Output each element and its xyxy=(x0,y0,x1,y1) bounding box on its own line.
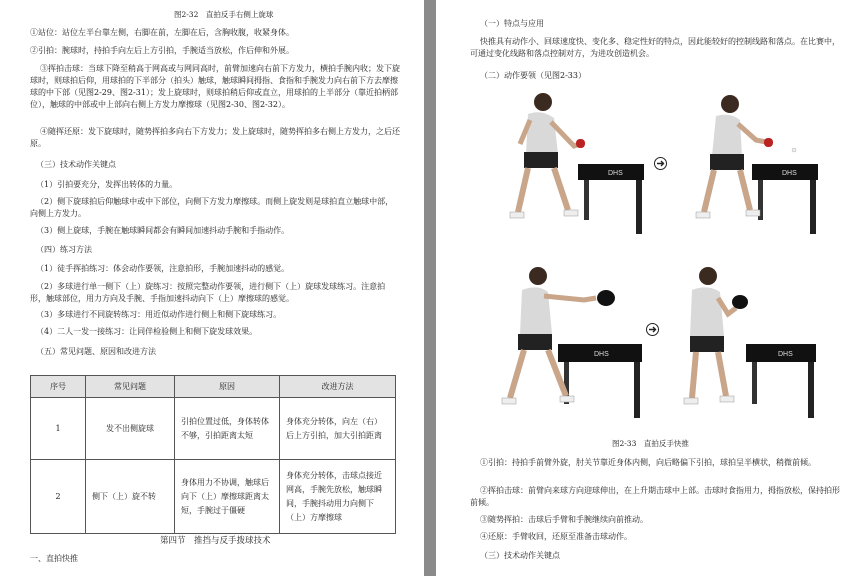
step-backswing: ②引拍：腕球时，持拍手向左后上方引拍，手腕适当放松，作后伸和外展。 xyxy=(30,46,294,55)
practice-3: （3）多球进行不同旋转练习：用近似动作进行侧上和侧下旋球练习。 xyxy=(36,310,282,319)
subheading-quick-push: 一、直拍快推 xyxy=(30,554,78,563)
table-row xyxy=(31,460,396,534)
header-fix: 改进方法 xyxy=(280,376,396,398)
section-features-title: （一）特点与应用 xyxy=(480,19,544,28)
problems-table xyxy=(30,375,396,534)
section-practice-title: （四）练习方法 xyxy=(36,245,92,254)
table-brand: DHS xyxy=(608,170,623,177)
table-brand: DHS xyxy=(778,351,793,358)
cell-fix: 身体充分转体，击球点接近网高，手腕先放松，触球瞬间，手腕抖动用力向侧下（上）方摩擦球 xyxy=(280,460,396,534)
section-essentials-title: （二）动作要领（见图2-33） xyxy=(480,71,586,80)
cell-index: 2 xyxy=(31,460,86,534)
header-problem: 常见问题 xyxy=(86,376,175,398)
table-header-row xyxy=(31,376,396,398)
arrow-right-icon xyxy=(654,157,667,170)
step-stance: ①站位：站位左半台靠左侧，右脚在前，左脚在后，含胸收腹，收紧身体。 xyxy=(30,28,294,37)
practice-4: （4）二人一发一接练习：让同伴检验侧上和侧下旋发球效果。 xyxy=(36,327,258,336)
step-backswing: ①引拍：持拍手前臂外旋，肘关节靠近身体内侧，向后略偏下引拍，球拍呈半横状，稍微前倾。 xyxy=(480,458,816,467)
table-row xyxy=(31,398,396,460)
table-brand: DHS xyxy=(782,170,797,177)
cell-problem: 发不出侧旋球 xyxy=(86,398,175,460)
step-swing: ③挥拍击球：当球下降至稍高于网高或与网同高时，前臂加速向右前下方发力，横拍手腕内收；发下旋球时，则球拍后仰，用球拍的下半部分（拍头）触球，触球瞬间拇指、食指和手腕发力向右前下方去摩擦球的中下部（见图2-29、图2-31）；发上旋球时，则球拍稍后仰或直立，用球拍的上半部分（靠近拍柄部位），触球的中部或中上部向右侧上方发力摩擦球（见图2-30、图2-32）。 xyxy=(30,64,400,109)
section-key-points-title: （三）技术动作关键点 xyxy=(480,551,560,560)
header-index: 序号 xyxy=(31,376,86,398)
left-page xyxy=(0,0,424,576)
step-follow: ③随势挥拍：击球后手臂和手腕继续向前推动。 xyxy=(480,515,648,524)
features-text: 快推具有动作小、回球速度快、变化多、稳定性好的特点，因此能较好的控制线路和落点。在比赛中，可通过变化线路和落点控制对方，为进攻创造机会。 xyxy=(470,37,840,58)
section-problems-title: （五）常见问题、原因和改进方法 xyxy=(36,347,156,356)
step-follow-through: ④随挥还原：发下旋球时，随势挥拍多向右下方发力；发上旋球时，随势挥拍多右侧上方发力，之后还原。 xyxy=(30,127,400,148)
cell-fix: 身体充分转体，向左（右）后上方引拍，加大引拍距离 xyxy=(280,398,396,460)
table-brand: DHS xyxy=(594,351,609,358)
cell-problem: 侧下（上）旋不转 xyxy=(86,460,175,534)
cell-cause: 身体用力不协调，触球后向下（上）摩擦球距离太短，手腕过于僵硬 xyxy=(175,460,280,534)
arrow-right-icon xyxy=(646,323,659,336)
section-key-points-title: （三）技术动作关键点 xyxy=(36,160,116,169)
figure-caption-2-33: 图2-33 直拍反手快推 xyxy=(612,439,689,448)
key-point-2: （2）侧下旋球拍后仰触球中或中下部位，向侧下方发力摩擦球。而侧上旋发则是球拍直立触球中部，向侧上方发力。 xyxy=(30,197,394,218)
cell-index: 1 xyxy=(31,398,86,460)
practice-1: （1）徒手挥拍练习：体会动作要领，注意拍形，手腕加速抖动的感觉。 xyxy=(36,264,290,273)
key-point-3: （3）侧上旋球，手腕在触球瞬间都会有瞬间加速抖动手腕和手指动作。 xyxy=(36,226,290,235)
step-strike: ②挥拍击球：前臂向来球方向迎球伸出，在上升期击球中上部。击球时食指用力，拇指放松，保持拍形前倾。 xyxy=(470,486,840,507)
photo-contact xyxy=(670,84,820,234)
section-heading: 第四节 推挡与反手拨球技术 xyxy=(160,536,271,546)
header-cause: 原因 xyxy=(175,376,280,398)
practice-2: （2）多球进行单一侧下（上）旋练习：按照完整动作要领，进行侧下（上）旋球发球练习。注意拍形，触球部位，用力方向及手腕、手指加速抖动向下（上）摩擦球的感觉。 xyxy=(30,282,386,303)
photo-push-forward xyxy=(496,262,646,420)
right-page xyxy=(436,0,861,576)
step-recover: ④还原：手臂收回，还原至准备击球动作。 xyxy=(480,532,632,541)
figure-caption-2-32: 图2-32 直拍反手右侧上旋球 xyxy=(174,10,274,19)
photo-recovery xyxy=(670,262,820,420)
cell-cause: 引拍位置过低，身体转体不够，引拍距离太短 xyxy=(175,398,280,460)
photo-ready-position xyxy=(496,84,646,234)
key-point-1: （1）引拍要充分，发挥出转体的力量。 xyxy=(36,180,178,189)
